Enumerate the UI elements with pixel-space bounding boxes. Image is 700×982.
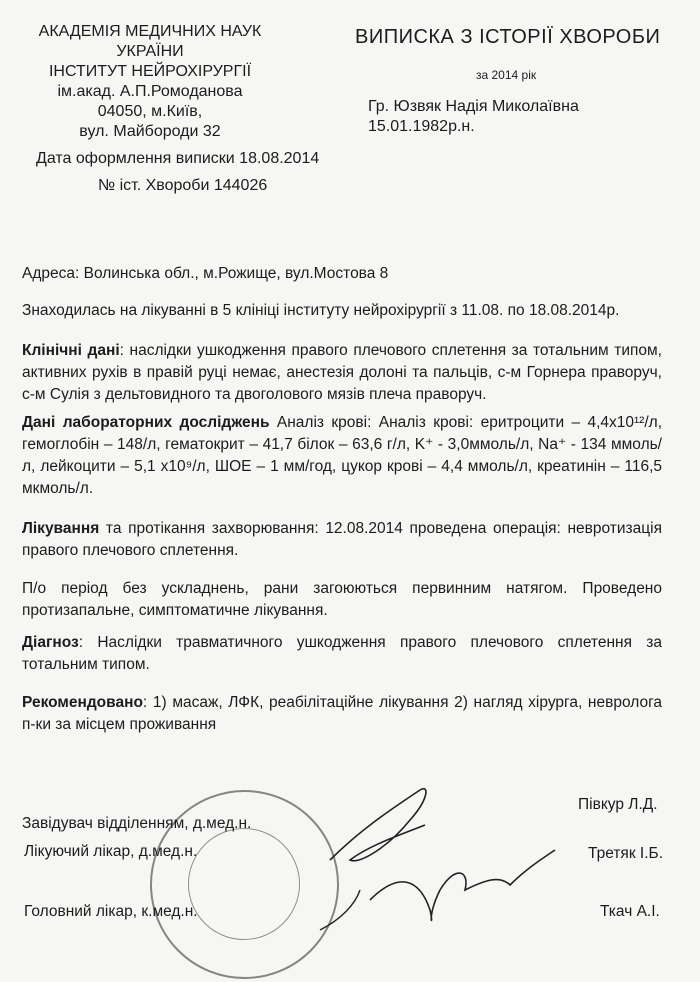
- patient-dob: 15.01.1982р.н.: [368, 118, 475, 135]
- org-address-line-1: 04050, м.Київ,: [97, 103, 203, 120]
- lab-text: Аналіз крові: Аналіз крові: еритроцити – 4,4x10¹²/л, гемоглобін – 148/л, гематокрит – 41,7 білок – 63,6 г/л, K⁺ - 3,0ммоль/л, Na⁺ - 134 ммоль/л, лейкоцити – 5,1 x10⁹/л, ШОЕ – 1 мм/год, цукор крові – 4,4 ммоль/л, креатинін – 116,5 мкмоль/л.: [22, 414, 662, 497]
- diagnosis-label: Діагноз: [22, 634, 79, 651]
- address-line: Адреса: Волинська обл., м.Рожище, вул.Мостова 8: [22, 265, 389, 282]
- org-name-line-3: ІНСТИТУТ НЕЙРОХІРУРГІЇ: [48, 63, 252, 80]
- document-title: ВИПИСКА З ІСТОРІЇ ХВОРОБИ: [355, 26, 661, 48]
- org-name-line-2: УКРАЇНИ: [116, 43, 184, 60]
- attending-doctor-name: Третяк І.Б.: [588, 845, 663, 862]
- year-line: за 2014 рік: [476, 68, 537, 82]
- stamp-inner-ring: [188, 828, 300, 940]
- recommendations: [22, 692, 662, 736]
- org-name-line-4: ім.акад. А.П.Ромоданова: [57, 83, 243, 100]
- issue-date: Дата оформлення виписки 18.08.2014: [36, 150, 320, 167]
- postop-period: П/о період без ускладнень, рани загоюються первинним натягом. Проведено протизапальне, симптоматичне лікування.: [22, 580, 662, 619]
- patient-name: Гр. Юзвяк Надія Миколаївна: [368, 98, 579, 115]
- org-name-line-1: АКАДЕМІЯ МЕДИЧНИХ НАУК: [38, 23, 262, 40]
- hospital-stay: Знаходилась на лікуванні в 5 клініці інституту нейрохірургії з 11.08. по 18.08.2014р.: [22, 302, 620, 319]
- treatment-text: та протікання захворювання: 12.08.2014 проведена операція: невротизація правого плечового сплетення.: [22, 520, 662, 559]
- chief-physician-name: Ткач А.І.: [600, 903, 660, 920]
- chief-physician-label: Головний лікар, к.мед.н.: [24, 903, 198, 920]
- diagnosis: [22, 632, 662, 676]
- lab-label: Дані лабораторних досліджень: [22, 414, 270, 431]
- recommendations-label: Рекомендовано: [22, 694, 143, 711]
- clinical-text: : наслідки ушкодження правого плечового сплетення за тотальним типом, активних рухів в правій руці немає, анестезія долоні та пальців, с-м Горнера праворуч, с-м Сулія з дельтовидного та двоголового мязів плеча праворуч.: [22, 342, 662, 403]
- clinical-label: Клінічні дані: [22, 342, 120, 359]
- org-address-line-2: вул. Майбороди 32: [79, 123, 221, 140]
- attending-doctor-label: Лікуючий лікар, д.мед.н.: [24, 843, 198, 860]
- clinical-data: [22, 340, 662, 406]
- recommendations-text: : 1) масаж, ЛФК, реабілітаційне лікування 2) нагляд хірурга, невролога п-ки за місцем проживання: [22, 694, 662, 733]
- treatment-label: Лікування: [22, 520, 100, 537]
- head-of-department-name: Півкур Л.Д.: [578, 796, 658, 813]
- lab-data: [22, 412, 662, 500]
- signature-scribbles: [300, 750, 560, 950]
- diagnosis-text: : Наслідки травматичного ушкодження правого плечового сплетення за тотальним типом.: [22, 634, 662, 673]
- head-of-department-label: Завідувач відділенням, д.мед.н.: [22, 815, 252, 832]
- treatment: [22, 518, 662, 562]
- case-number: № іст. Хвороби 144026: [98, 177, 268, 194]
